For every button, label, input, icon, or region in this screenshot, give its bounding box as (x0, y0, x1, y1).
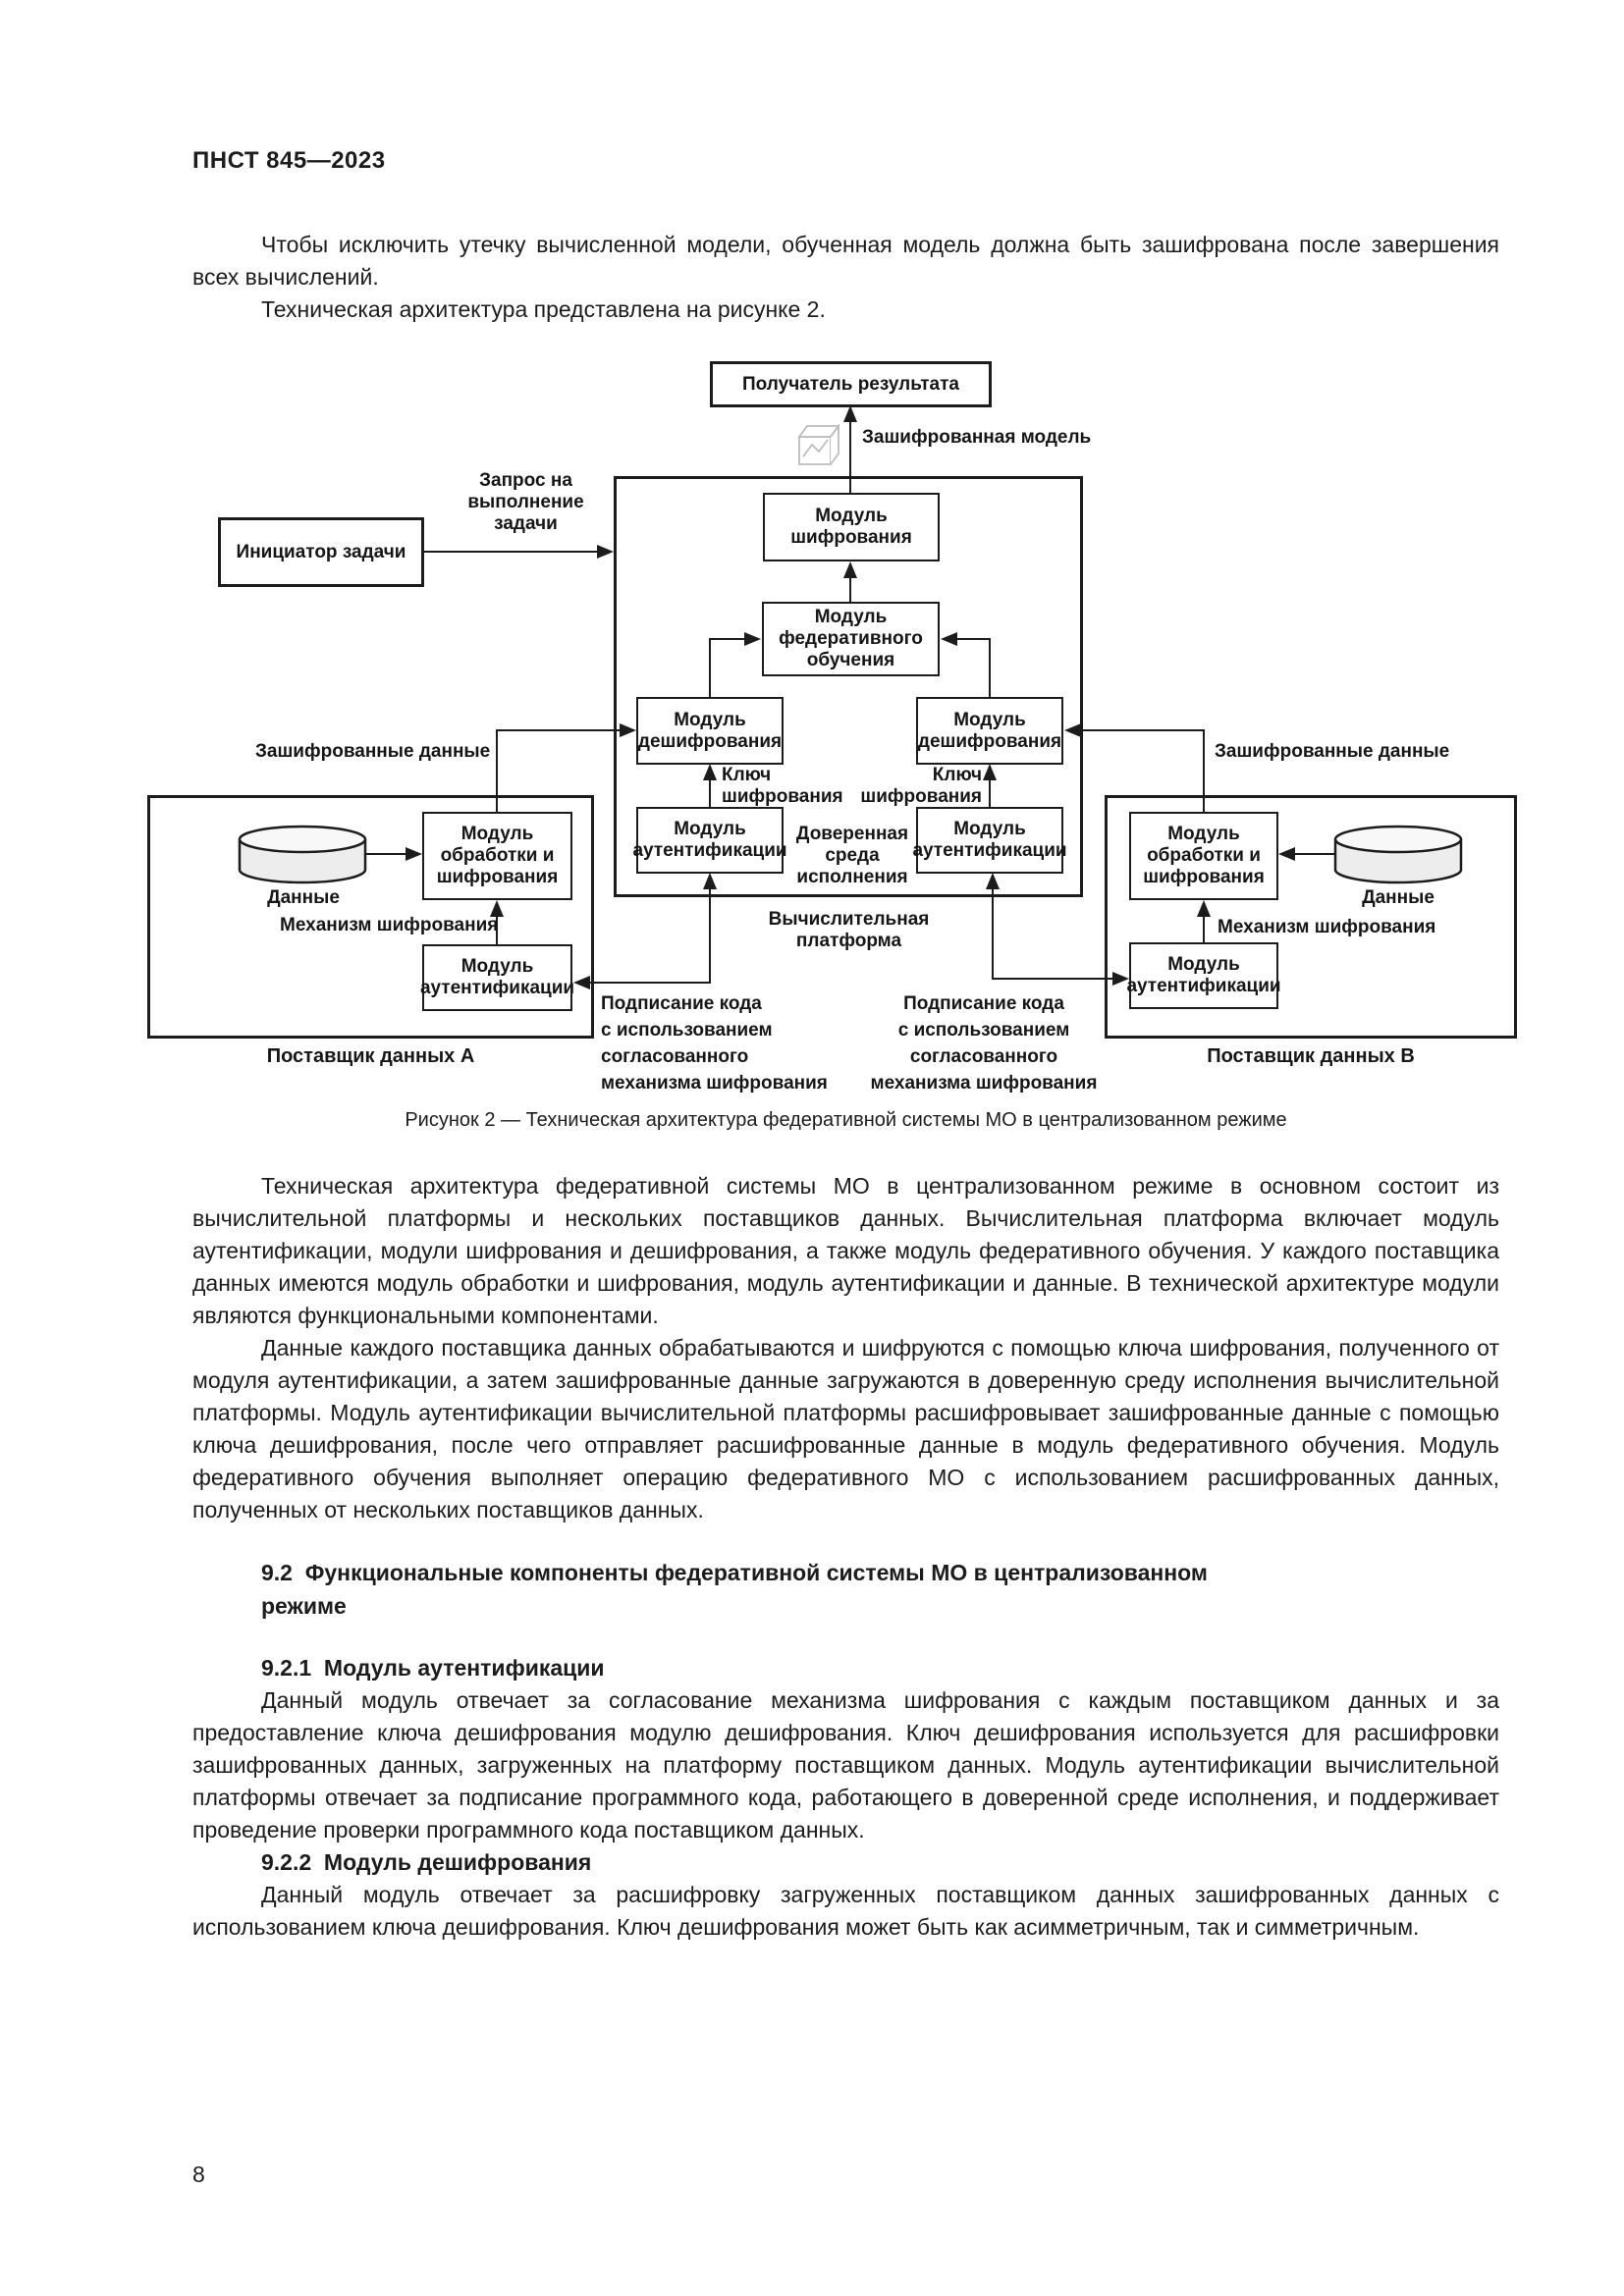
heading-9-2-2: 9.2.2 Модуль дешифрования (261, 1849, 592, 1875)
node-decryption-module-right: Модуль дешифрования (916, 697, 1063, 765)
database-icon (1335, 827, 1461, 882)
connector-encrypted-data-left (497, 730, 629, 812)
node-encryption-module: Модуль шифрования (763, 493, 940, 561)
label-data-a: Данные (267, 887, 340, 908)
arrow-decrypt-right-to-federated (947, 639, 990, 697)
node-decryption-module-left: Модуль дешифрования (636, 697, 784, 765)
node-processing-module-a: Модуль обработки и шифрования (422, 812, 572, 900)
label-encryption-mechanism-a: Механизм шифрования (280, 915, 499, 935)
label-provider-a: Поставщик данных А (266, 1045, 475, 1067)
arrow-decrypt-left-to-federated (710, 639, 754, 697)
heading-9-2: 9.2 Функциональные компоненты федеративной системы МО в централизованном режиме (261, 1560, 1208, 1619)
label-code-signing-left: Подписание кода с использованием согласованного механизма шифрования (601, 993, 828, 1094)
paragraph-9-2-2: Данный модуль отвечает за расшифровку загруженных поставщиком данных зашифрованных данных с использованием ключа дешифрования. Ключ дешифрования может быть как асимметричным, так и симметричным. (192, 1882, 1499, 1940)
connector-code-signing-right (993, 879, 1122, 979)
label-provider-b: Поставщик данных В (1207, 1045, 1415, 1067)
label-encryption-mechanism-b: Механизм шифрования (1218, 917, 1436, 937)
label-encrypted-model: Зашифрованная модель (862, 427, 1092, 448)
label-computing-platform: Вычислительная платформа (768, 909, 930, 951)
document-header: ПНСТ 845—2023 (192, 147, 386, 174)
paragraph-9-2-1: Данный модуль отвечает за согласование механизма шифрования с каждым поставщиком данных и за предоставление ключа дешифрования модулю дешифрования. Ключ дешифрования используется для расшифровки зашифрованных данных, загруженных на платформу поставщиком данных. Модуль аутентификации вычислительной платформы отвечает за подписание программного кода, работающего в доверенной среде исполнения, и поддерживает проведение проверки программного кода поставщиком данных. (192, 1687, 1499, 1842)
node-result-recipient: Получатель результата (710, 361, 992, 407)
heading-9-2-1: 9.2.1 Модуль аутентификации (261, 1655, 605, 1681)
label-data-b: Данные (1362, 887, 1435, 908)
figure-2-diagram (0, 348, 1624, 1094)
label-encrypted-data-left: Зашифрованные данные (255, 741, 491, 762)
node-task-initiator: Инициатор задачи (218, 517, 424, 587)
node-auth-module-provider-a: Модуль аутентификации (422, 944, 572, 1011)
connector-code-signing-left (579, 879, 710, 983)
package-icon (799, 426, 839, 464)
label-encrypted-data-right: Зашифрованные данные (1215, 741, 1450, 762)
label-trusted-environment: Доверенная среда исполнения (795, 824, 909, 887)
label-code-signing-right: Подписание кода с использованием согласованного механизма шифрования (870, 993, 1098, 1094)
paragraph-intro-2: Техническая архитектура представлена на рисунке 2. (261, 296, 826, 322)
label-encryption-key-left: Ключ шифрования (722, 765, 843, 807)
body-text (192, 1170, 1499, 1944)
label-task-request: Запрос на выполнение задачи (467, 470, 584, 534)
node-auth-module-platform-left: Модуль аутентификации (636, 807, 784, 874)
node-federated-learning-module: Модуль федеративного обучения (762, 602, 940, 676)
label-encryption-key-right: Ключ шифрования (860, 765, 982, 807)
node-processing-module-b: Модуль обработки и шифрования (1129, 812, 1278, 900)
page-number: 8 (192, 2162, 205, 2187)
paragraph-architecture-1: Техническая архитектура федеративной системы МО в централизованном режиме в основном состоит из вычислительной платформы и нескольких поставщиков данных. Вычислительная платформа включает модуль аутентификации, модули шифрования и дешифрования, а также модуль федеративного обучения. У каждого поставщика данных имеются модуль обработки и шифрования, модуль аутентификации и данные. В технической архитектуре модули являются функциональными компонентами. (192, 1173, 1499, 1328)
node-auth-module-provider-b: Модуль аутентификации (1129, 942, 1278, 1009)
intro-paragraphs (192, 229, 1499, 326)
connector-encrypted-data-right (1071, 730, 1204, 812)
paragraph-intro-1: Чтобы исключить утечку вычисленной модели, обученная модель должна быть зашифрована после завершения всех вычислений. (192, 232, 1499, 290)
figure-caption: Рисунок 2 — Техническая архитектура федеративной системы МО в централизованном режиме (405, 1109, 1287, 1131)
diagram-connectors (0, 348, 1624, 1090)
node-auth-module-platform-right: Модуль аутентификации (916, 807, 1063, 874)
database-icon (240, 827, 365, 882)
paragraph-architecture-2: Данные каждого поставщика данных обрабатываются и шифруются с помощью ключа шифрования, полученного от модуля аутентификации, а затем зашифрованные данные загружаются в доверенную среду исполнения вычислительной платформы. Модуль аутентификации вычислительной платформы расшифровывает зашифрованные данные с помощью ключа дешифрования, после чего отправляет расшифрованные данные в модуль федеративного обучения. Модуль федеративного обучения выполняет операцию федеративного МО с использованием расшифрованных данных, полученных от нескольких поставщиков данных. (192, 1335, 1499, 1522)
